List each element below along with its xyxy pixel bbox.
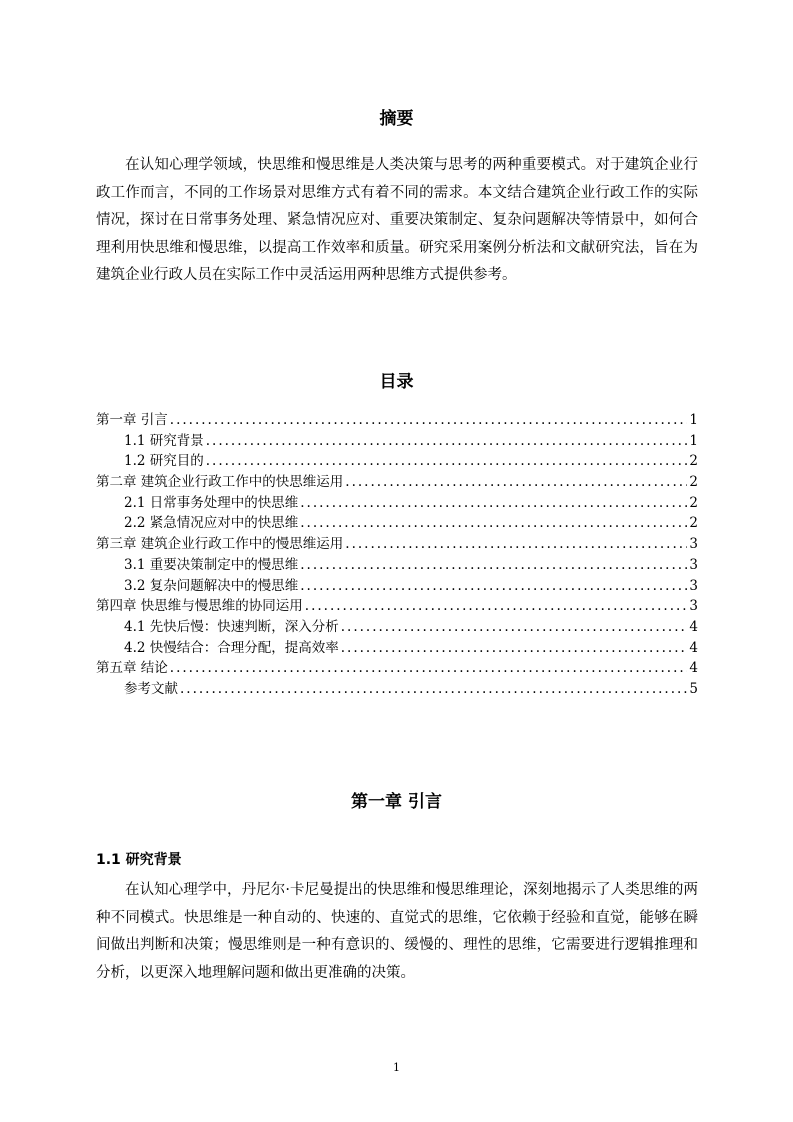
toc-entry-title: 3.1 重要决策制定中的慢思维 <box>124 556 299 573</box>
toc-entry[interactable] <box>96 431 698 452</box>
abstract-text: 在认知心理学领域，快思维和慢思维是人类决策与思考的两种重要模式。对于建筑企业行政工作而言，不同的工作场景对思维方式有着不同的需求。本文结合建筑企业行政工作的实际情况，探讨在日常事务处理、紧急情况应对、重要决策制定、复杂问题解决等情景中，如何合理利用快思维和慢思维，以提高工作效率和质量。研究采用案例分析法和文献研究法，旨在为建筑企业行政人员在实际工作中灵活运用两种思维方式提供参考。 <box>96 157 698 283</box>
toc-entry-title: 第五章 结论 <box>96 660 168 677</box>
toc-leader-dots <box>345 472 687 493</box>
abstract-heading: 摘要 <box>379 109 414 129</box>
toc-entry[interactable] <box>96 576 698 597</box>
toc-entry-page: 3 <box>689 577 698 594</box>
toc-entry-title: 3.2 复杂问题解决中的慢思维 <box>124 577 299 594</box>
toc-entry[interactable] <box>96 410 698 431</box>
toc-entry[interactable] <box>96 617 698 638</box>
toc-entry[interactable] <box>96 658 698 679</box>
toc-leader-dots <box>341 638 688 659</box>
toc-entry[interactable] <box>96 638 698 659</box>
toc-leader-dots <box>180 679 687 700</box>
toc-entry[interactable] <box>96 596 698 617</box>
toc-leader-dots <box>305 596 688 617</box>
toc-leader-dots <box>206 431 688 452</box>
toc-leader-dots <box>300 555 687 576</box>
toc-entry-page: 5 <box>689 680 698 697</box>
toc-entry-page: 3 <box>689 536 698 553</box>
section-heading: 1.1 研究背景 <box>96 852 182 868</box>
toc-entry-page: 2 <box>689 494 698 511</box>
toc-leader-dots <box>170 658 688 679</box>
toc-leader-dots <box>300 576 687 597</box>
table-of-contents <box>96 410 698 700</box>
toc-entry-page: 2 <box>689 515 698 532</box>
toc-leader-dots <box>300 513 687 534</box>
toc-entry-title: 4.1 先快后慢：快速判断，深入分析 <box>124 618 339 635</box>
toc-leader-dots <box>170 410 688 431</box>
toc-entry-title: 第四章 快思维与慢思维的协同运用 <box>96 598 303 615</box>
toc-leader-dots <box>300 493 687 514</box>
toc-entry-page: 2 <box>689 453 698 470</box>
toc-leader-dots <box>206 451 688 472</box>
toc-entry-page: 1 <box>689 432 698 449</box>
toc-entry-page: 2 <box>689 474 698 491</box>
toc-entry[interactable] <box>96 451 698 472</box>
toc-entry-page: 4 <box>689 618 698 635</box>
toc-heading: 目录 <box>379 372 414 392</box>
toc-entry-title: 1.1 研究背景 <box>124 432 204 449</box>
toc-entry-page: 4 <box>689 639 698 656</box>
toc-leader-dots <box>341 617 688 638</box>
toc-entry-title: 4.2 快慢结合：合理分配，提高效率 <box>124 639 339 656</box>
toc-entry-title: 第三章 建筑企业行政工作中的慢思维运用 <box>96 536 344 553</box>
toc-entry-title: 2.2 紧急情况应对中的快思维 <box>124 515 299 532</box>
toc-leader-dots <box>345 534 687 555</box>
toc-entry-page: 3 <box>689 556 698 573</box>
page-number: 1 <box>393 1061 400 1074</box>
toc-entry[interactable] <box>96 493 698 514</box>
toc-entry-title: 第二章 建筑企业行政工作中的快思维运用 <box>96 474 344 491</box>
toc-entry-page: 3 <box>689 598 698 615</box>
toc-entry-title: 参考文献 <box>124 680 178 697</box>
section-body-text: 在认知心理学中，丹尼尔·卡尼曼提出的快思维和慢思维理论，深刻地揭示了人类思维的两种不同模式。快思维是一种自动的、快速的、直觉式的思维，它依赖于经验和直觉，能够在瞬间做出判断和决策；慢思维则是一种有意识的、缓慢的、理性的思维，它需要进行逻辑推理和分析，以更深入地理解问题和做出更准确的决策。 <box>96 882 698 981</box>
toc-entry[interactable] <box>96 513 698 534</box>
toc-entry[interactable] <box>96 534 698 555</box>
toc-entry-title: 2.1 日常事务处理中的快思维 <box>124 494 299 511</box>
toc-entry[interactable] <box>96 555 698 576</box>
chapter-heading: 第一章 引言 <box>351 792 442 812</box>
toc-entry[interactable] <box>96 472 698 493</box>
toc-entry-title: 1.2 研究目的 <box>124 453 204 470</box>
toc-entry-title: 第一章 引言 <box>96 412 168 428</box>
toc-entry-page: 4 <box>689 660 698 677</box>
toc-entry[interactable] <box>96 679 698 700</box>
toc-entry-page: 1 <box>689 412 698 428</box>
